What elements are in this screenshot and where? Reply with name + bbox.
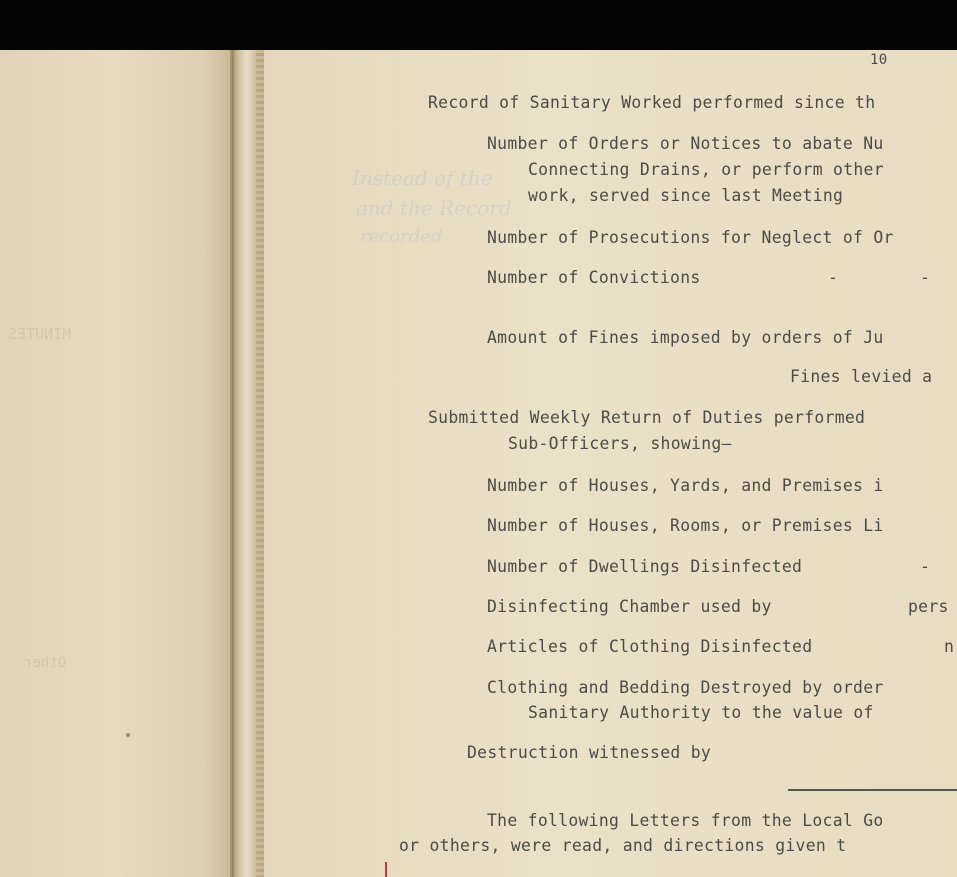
red-ink-mark: [385, 862, 387, 877]
left-page-bleed-upper: MINUTES: [8, 325, 72, 343]
letters-line: The following Letters from the Local Go: [487, 811, 884, 830]
handwriting-bleed: Instead of the: [352, 166, 493, 190]
page-number: 10: [870, 52, 888, 68]
weekly-return-line: Submitted Weekly Return of Duties performed: [428, 408, 866, 427]
page-edge: [256, 50, 264, 877]
dwellings-disinfected-line: Number of Dwellings Disinfected: [487, 557, 803, 576]
handwriting-bleed: and the Record: [356, 196, 512, 220]
scan-top-border: [0, 0, 957, 50]
orders-notices-line: Connecting Drains, or perform other: [528, 160, 884, 179]
separator-rule: [788, 789, 957, 791]
clothing-destroyed-line: Clothing and Bedding Destroyed by order: [487, 678, 884, 697]
fines-imposed-line: Amount of Fines imposed by orders of Ju: [487, 328, 884, 347]
houses-yards-line: Number of Houses, Yards, and Premises i: [487, 476, 884, 495]
disinfecting-chamber-persons: pers: [908, 597, 949, 616]
left-page-bleed-lower: Other: [24, 655, 67, 671]
disinfecting-chamber-line: Disinfecting Chamber used by: [487, 597, 772, 616]
handwriting-bleed: recorded: [360, 226, 443, 247]
fines-levied-line: Fines levied a: [790, 367, 933, 386]
clothing-disinfected-line: Articles of Clothing Disinfected: [487, 637, 813, 656]
leader-dash: -: [920, 268, 931, 287]
leader-dash: -: [828, 268, 839, 287]
prosecutions-line: Number of Prosecutions for Neglect of Or: [487, 228, 894, 247]
clothing-destroyed-line: Sanitary Authority to the value of: [528, 703, 874, 722]
paper-speck: [126, 733, 130, 737]
record-heading: Record of Sanitary Worked performed since th: [428, 93, 876, 112]
orders-notices-line: work, served since last Meeting: [528, 186, 844, 205]
destruction-witnessed-line: Destruction witnessed by: [467, 743, 712, 762]
letters-line: or others, were read, and directions given t: [399, 836, 847, 855]
left-page: [0, 50, 232, 877]
convictions-line: Number of Convictions: [487, 268, 701, 287]
houses-rooms-line: Number of Houses, Rooms, or Premises Li: [487, 516, 884, 535]
weekly-return-line: Sub-Officers, showing—: [508, 434, 732, 453]
orders-notices-line: Number of Orders or Notices to abate Nu: [487, 134, 884, 153]
fold-line: [230, 50, 234, 877]
leader-dash: -: [920, 557, 931, 576]
clothing-disinfected-suffix: n: [944, 637, 955, 656]
